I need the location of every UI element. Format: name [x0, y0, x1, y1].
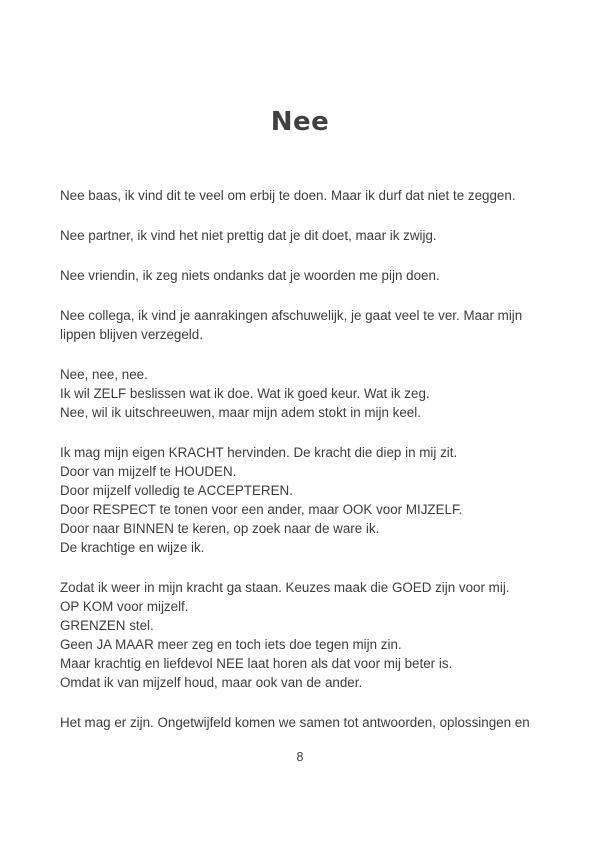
text-line: Nee collega, ik vind je aanrakingen afschuwelijk, je gaat veel te ver. Maar mijn — [60, 308, 523, 323]
text-line: Nee, nee, nee. — [60, 367, 148, 382]
paragraph — [60, 226, 550, 245]
paragraph — [60, 186, 550, 205]
body-text — [60, 186, 550, 753]
text-line: GRENZEN stel. — [60, 618, 154, 633]
text-line: Maar krachtig en liefdevol NEE laat horen als dat voor mij beter is. — [60, 656, 453, 671]
text-line: Zodat ik weer in mijn kracht ga staan. Keuzes maak die GOED zijn voor mij. — [60, 580, 510, 595]
paragraph — [60, 713, 550, 732]
text-line: Nee baas, ik vind dit te veel om erbij te doen. Maar ik durf dat niet te zeggen. — [60, 188, 516, 203]
text-line: De krachtige en wijze ik. — [60, 540, 205, 555]
text-line: Omdat ik van mijzelf houd, maar ook van de ander. — [60, 675, 363, 690]
paragraph — [60, 266, 550, 285]
text-line: Nee vriendin, ik zeg niets ondanks dat je woorden me pijn doen. — [60, 268, 440, 283]
text-line: Door mijzelf volledig te ACCEPTEREN. — [60, 483, 293, 498]
text-line: Door van mijzelf te HOUDEN. — [60, 464, 237, 479]
text-line: Het mag er zijn. Ongetwijfeld komen we samen tot antwoorden, oplossingen en — [60, 715, 530, 730]
text-line: Geen JA MAAR meer zeg en toch iets doe tegen mijn zin. — [60, 637, 402, 652]
paragraph — [60, 578, 550, 692]
text-line: Door naar BINNEN te keren, op zoek naar de ware ik. — [60, 521, 380, 536]
text-line: Ik wil ZELF beslissen wat ik doe. Wat ik goed keur. Wat ik zeg. — [60, 386, 430, 401]
text-line: Nee, wil ik uitschreeuwen, maar mijn adem stokt in mijn keel. — [60, 405, 421, 420]
text-line: Door RESPECT te tonen voor een ander, maar OOK voor MIJZELF. — [60, 502, 463, 517]
text-line: Nee partner, ik vind het niet prettig dat je dit doet, maar ik zwijg. — [60, 228, 437, 243]
paragraph — [60, 443, 550, 557]
text-line: OP KOM voor mijzelf. — [60, 599, 189, 614]
paragraph — [60, 306, 550, 344]
page-number: 8 — [296, 750, 304, 764]
text-line: lippen blijven verzegeld. — [60, 327, 203, 342]
page-title: Nee — [270, 107, 330, 137]
text-line: Ik mag mijn eigen KRACHT hervinden. De kracht die diep in mij zit. — [60, 445, 458, 460]
paragraph — [60, 365, 550, 422]
